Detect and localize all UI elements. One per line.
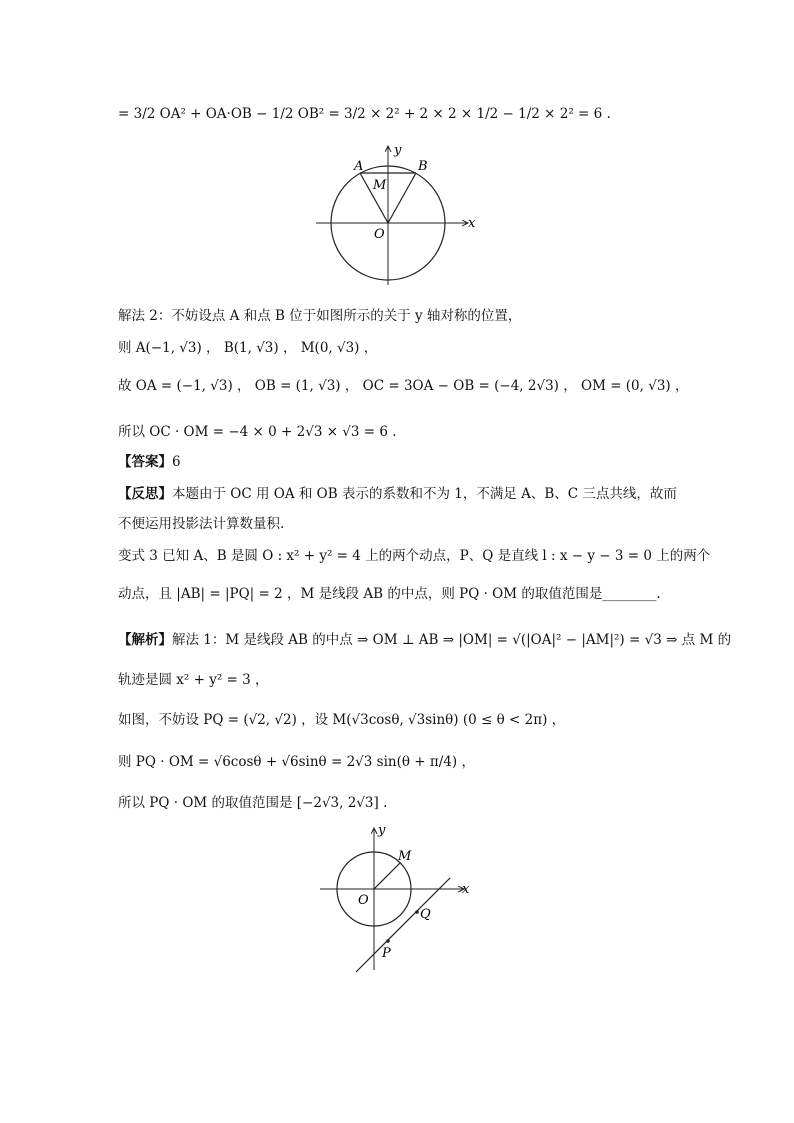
fig2-point-q [415, 910, 419, 914]
fig2-point-p [386, 939, 390, 943]
analysis-tag: 【解析】 [118, 632, 172, 648]
formula-line-1: = 3/2 OA² + OA·OB − 1/2 OB² = 3/2 × 2² + 2 × 2 × 1/2 − 1/2 × 2² = 6 . [118, 106, 611, 122]
fig1-segment-ob [388, 173, 416, 223]
fig1-label-x: x [468, 216, 476, 231]
analysis-line-2: 轨迹是圆 x² + y² = 3 ， [118, 672, 269, 688]
answer-line [118, 452, 181, 472]
fig1-label-y: y [394, 143, 402, 158]
reflection-text-1: 本题由于 OC 用 OA 和 OB 表示的系数和不为 1，不满足 A、B、C 三点共线，故而 [172, 486, 677, 502]
fig1-label-m: M [373, 178, 387, 193]
analysis-line-4: 则 PQ · OM = √6cosθ + √6sinθ = 2√3 sin(θ + π/4) ， [118, 754, 475, 770]
reflection-tag: 【反思】 [118, 486, 172, 502]
analysis-line-1 [118, 630, 731, 650]
solution2-intro: 解法 2：不妨设点 A 和点 B 位于如图所示的关于 y 轴对称的位置， [118, 308, 522, 324]
solution2-coords: 则 A(−1, √3) ， B(1, √3) ， M(0, √3) ， [118, 340, 378, 356]
variant3-line-1: 变式 3 已知 A、B 是圆 O : x² + y² = 4 上的两个动点，P、Q 是直线 l : x − y − 3 = 0 上的两个 [118, 548, 711, 564]
analysis-line-5: 所以 PQ · OM 的取值范围是 [−2√3, 2√3] . [118, 795, 388, 811]
reflection-line-1 [118, 484, 677, 504]
figure-circle-triangle [300, 140, 500, 290]
variant3-line-2: 动点，且 |AB| = |PQ| = 2 ，M 是线段 AB 的中点，则 PQ · OM 的取值范围是________. [118, 586, 661, 602]
fig2-label-p: P [382, 946, 391, 961]
fig2-label-y: y [378, 823, 386, 838]
answer-value: 6 [172, 454, 181, 470]
solution2-result: 所以 OC · OM = −4 × 0 + 2√3 × √3 = 6 . [118, 424, 397, 440]
figure-circle-line [310, 820, 480, 980]
fig1-label-b: B [418, 159, 428, 174]
fig1-label-a: A [354, 159, 364, 174]
fig2-line-l [356, 878, 450, 972]
fig2-label-q: Q [420, 907, 431, 922]
fig1-label-o: O [374, 227, 385, 242]
solution2-vectors: 故 OA = (−1, √3) ， OB = (1, √3) ， OC = 3OA − OB = (−4, 2√3) ， OM = (0, √3) ， [118, 378, 689, 394]
answer-tag: 【答案】 [118, 454, 172, 470]
fig2-label-x: x [462, 882, 470, 897]
analysis-text-1: 解法 1：M 是线段 AB 的中点 ⇒ OM ⊥ AB ⇒ |OM| = √(|OA|² − |AM|²) = √3 ⇒ 点 M 的 [172, 632, 732, 648]
fig2-label-m: M [398, 849, 412, 864]
reflection-line-2: 不便运用投影法计算数量积. [118, 516, 285, 532]
analysis-line-3: 如图，不妨设 PQ = (√2, √2) ，设 M(√3cosθ, √3sinθ) (0 ≤ θ < 2π) ， [118, 712, 566, 728]
fig2-label-o: O [358, 893, 369, 908]
fig2-segment-om [374, 863, 400, 889]
